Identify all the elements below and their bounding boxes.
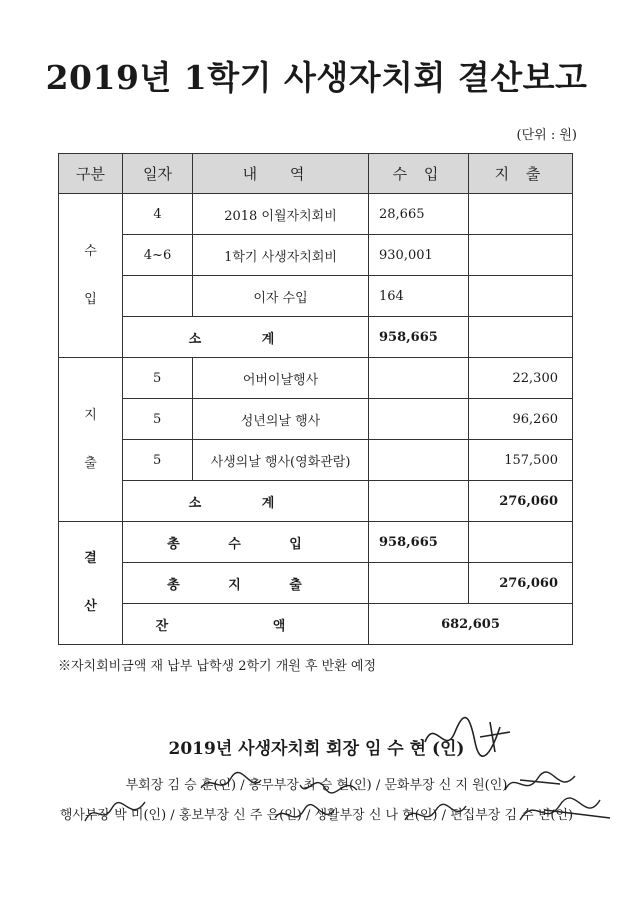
table-row (59, 440, 573, 481)
total-income-expense-cell (469, 522, 573, 563)
total-income-row (59, 522, 573, 563)
officers-line-2: 행사부장 박 미(인) / 홍보부장 신 주 은(인) / 생활부장 신 나 현(인) / 편집부장 김 수 빈(인) (59, 808, 574, 823)
table-row (59, 276, 573, 317)
cell-item: 이자 수입 (193, 276, 369, 317)
header-date: 일자 (123, 154, 193, 194)
total-expense-row (59, 563, 573, 604)
subtotal-expense: 276,060 (469, 481, 573, 522)
category-expense-char1: 지 (84, 407, 97, 423)
total-income-label: 총 수 입 (123, 522, 369, 563)
cell-income (369, 399, 469, 440)
cell-expense: 157,500 (469, 440, 573, 481)
subtotal-income: 958,665 (369, 317, 469, 358)
cell-date: 4~6 (123, 235, 193, 276)
officer-handwritten-signature (295, 770, 365, 800)
cell-item: 사생의날 행사(영화관람) (193, 440, 369, 481)
table-header-row (59, 154, 573, 194)
table-row (59, 399, 573, 440)
header-item: 내 역 (193, 154, 369, 194)
footnote: ※자치회비금액 재 납부 납학생 2학기 개원 후 반환 예정 (58, 659, 377, 674)
officer-handwritten-signature (400, 798, 470, 830)
total-expense-value: 276,060 (469, 563, 573, 604)
subtotal-label: 소 계 (123, 317, 369, 358)
officer-handwritten-signature (196, 768, 266, 798)
cell-date: 5 (123, 399, 193, 440)
category-settlement-char1: 결 (84, 551, 97, 566)
cell-income (369, 440, 469, 481)
balance-value: 682,605 (369, 604, 573, 645)
officer-handwritten-signature (270, 800, 340, 830)
cell-date: 4 (123, 194, 193, 235)
header-income: 수 입 (369, 154, 469, 194)
cell-expense (469, 276, 573, 317)
cell-item: 성년의날 행사 (193, 399, 369, 440)
president-signature-line: 2019년 사생자치회 회장 임 수 현 (인) (168, 739, 465, 759)
total-income-value: 958,665 (369, 522, 469, 563)
cell-income: 930,001 (369, 235, 469, 276)
cell-income: 28,665 (369, 194, 469, 235)
cell-date: 5 (123, 358, 193, 399)
cell-expense (469, 194, 573, 235)
settlement-table (58, 153, 573, 645)
header-category: 구분 (59, 154, 123, 194)
unit-note: (단위 : 원) (516, 128, 577, 143)
cell-item: 어버이날행사 (193, 358, 369, 399)
cell-item: 1학기 사생자치회비 (193, 235, 369, 276)
table-row (59, 235, 573, 276)
officer-handwritten-signature (80, 796, 150, 830)
balance-row (59, 604, 573, 645)
cell-expense (469, 235, 573, 276)
subtotal-row (59, 317, 573, 358)
officer-handwritten-signature (515, 790, 615, 830)
president-handwritten-signature (420, 712, 520, 762)
category-income-char2: 입 (84, 291, 97, 307)
total-expense-label: 총 지 출 (123, 563, 369, 604)
header-expense: 지 출 (469, 154, 573, 194)
cell-expense: 22,300 (469, 358, 573, 399)
cell-item: 2018 이월자치회비 (193, 194, 369, 235)
total-expense-income-cell (369, 563, 469, 604)
subtotal-expense (469, 317, 573, 358)
subtotal-row (59, 481, 573, 522)
subtotal-label: 소 계 (123, 481, 369, 522)
category-expense-char2: 출 (84, 455, 97, 471)
table-row (59, 194, 573, 235)
cell-income (369, 358, 469, 399)
category-expense (59, 358, 123, 522)
category-settlement (59, 522, 123, 645)
category-income (59, 194, 123, 358)
category-settlement-char2: 산 (84, 599, 97, 614)
officers-line-1: 부회장 김 승 훈(인) / 총무부장 최 승 현(인) / 문화부장 신 지 원(인) (125, 778, 508, 793)
category-income-char1: 수 (84, 243, 97, 259)
cell-date: 5 (123, 440, 193, 481)
balance-label: 잔 액 (123, 604, 369, 645)
table-row (59, 358, 573, 399)
subtotal-income (369, 481, 469, 522)
document-title: 2019년 1학기 사생자치회 결산보고 (45, 58, 588, 97)
cell-expense: 96,260 (469, 399, 573, 440)
cell-income: 164 (369, 276, 469, 317)
cell-date (123, 276, 193, 317)
